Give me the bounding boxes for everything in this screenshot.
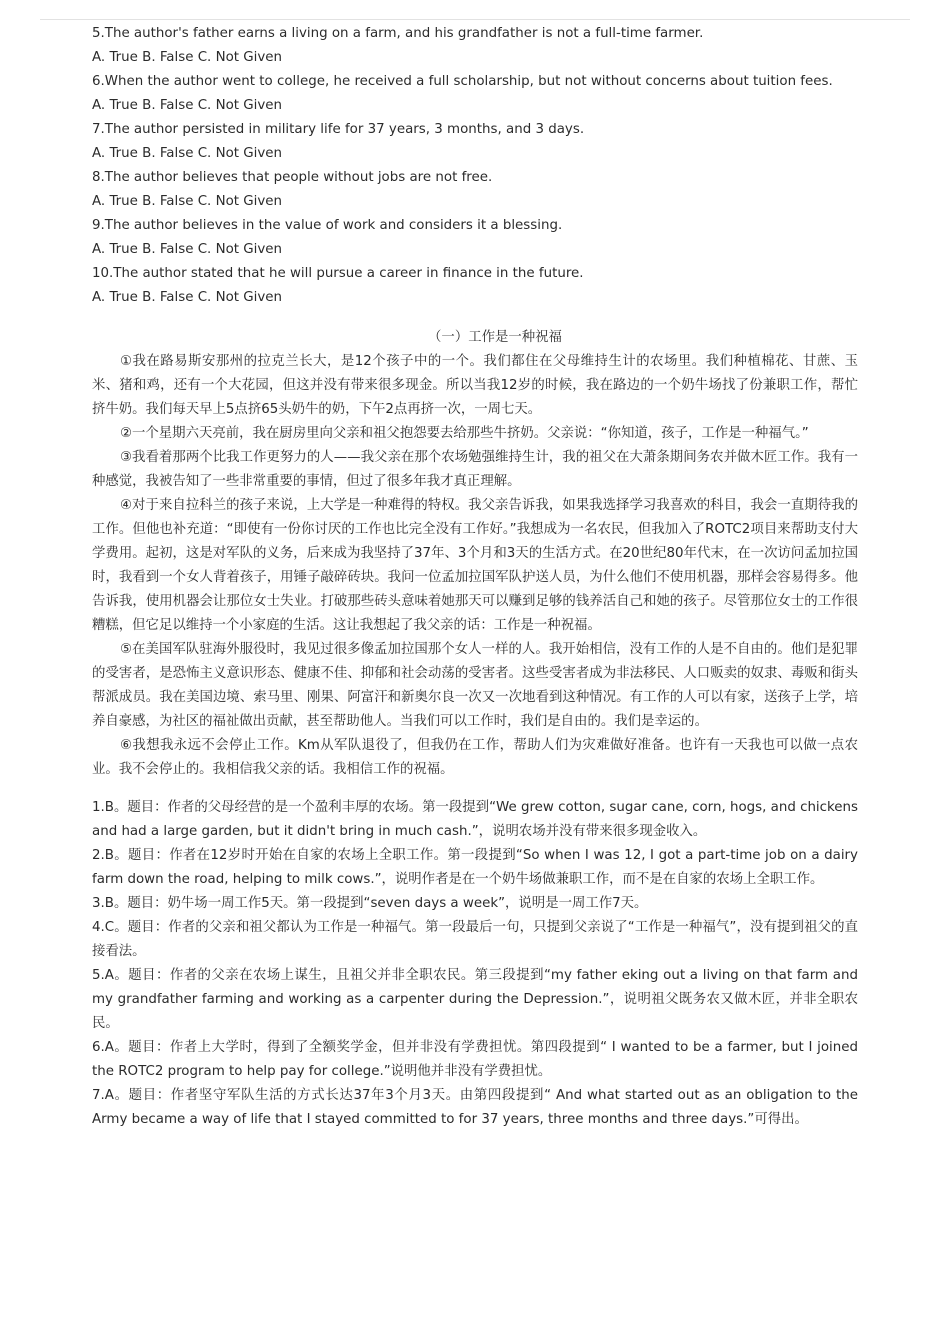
question-10-options: A. True B. False C. Not Given [92,290,283,305]
question-5: 5.The author's father earns a living on a farm, and his grandfather is not a full-time farmer. [92,26,704,41]
answer-6: 6.A。题目：作者上大学时，得到了全额奖学金，但并非没有学费担忧。第四段提到“ I wanted to be a farmer, but I joined the ROTC2 program to help pay for college.”说明他并非没有学费担忧。 [92,1040,858,1079]
document-page [92,22,858,1132]
question-7: 7.The author persisted in military life for 37 years, 3 months, and 3 days. [92,122,585,137]
answer-3: 3.B。题目：奶牛场一周工作5天。第一段提到“seven days a week”，说明是一周工作7天。 [92,896,648,911]
answer-1: 1.B。题目：作者的父母经营的是一个盈利丰厚的农场。第一段提到“We grew cotton, sugar cane, corn, hogs, and chickens and had a large garden, but it didn't bring in much cash.”，说明农场并没有带来很多现金收入。 [92,800,858,839]
question-8: 8.The author believes that people without jobs are not free. [92,170,493,185]
answer-5: 5.A。题目：作者的父亲在农场上谋生，且祖父并非全职农民。第三段提到“my father eking out a living on that farm and my grandfather farming and working as a carpenter during the Depression.”，说明祖父既务农又做木匠，并非全职农民。 [92,968,858,1031]
question-9-options: A. True B. False C. Not Given [92,242,283,257]
article-paragraph-1: ①我在路易斯安那州的拉克兰长大，是12个孩子中的一个。我们都住在父母维持生计的农场里。我们种植棉花、甘蔗、玉米、猪和鸡，还有一个大花园，但这并没有带来很多现金。所以当我12岁的时候，我在路边的一个奶牛场找了份兼职工作，帮忙挤牛奶。我们每天早上5点挤65头奶牛的奶，下午2点再挤一次，一周七天。 [92,354,858,417]
article-paragraph-5: ⑤在美国军队驻海外服役时，我见过很多像孟加拉国那个女人一样的人。我开始相信，没有工作的人是不自由的。他们是犯罪的受害者，是恐怖主义意识形态、健康不佳、抑郁和社会动荡的受害者。这些受害者成为非法移民、人口贩卖的奴隶、毒贩和街头帮派成员。我在美国边境、索马里、刚果、阿富汗和新奥尔良一次又一次地看到这种情况。有工作的人可以有家，送孩子上学，培养自豪感，为社区的福祉做出贡献，甚至帮助他人。当我们可以工作时，我们是自由的。我们是幸运的。 [92,642,858,729]
answer-4: 4.C。题目：作者的父亲和祖父都认为工作是一种福气。第一段最后一句，只提到父亲说了“工作是一种福气”，没有提到祖父的直接看法。 [92,920,858,959]
answer-2: 2.B。题目：作者在12岁时开始在自家的农场上全职工作。第一段提到“So when I was 12, I got a part-time job on a dairy farm down the road, helping to milk cows.”，说明作者是在一个奶牛场做兼职工作，而不是在自家的农场上全职工作。 [92,848,858,887]
question-6: 6.When the author went to college, he received a full scholarship, but not without concerns about tuition fees. [92,74,833,89]
top-divider [40,19,910,20]
answer-7: 7.A。题目：作者坚守军队生活的方式长达37年3个月3天。由第四段提到“ And what started out as an obligation to the Army became a way of life that I stayed committed to for 37 years, three months and three days.”可得出。 [92,1088,858,1127]
article-paragraph-6: ⑥我想我永远不会停止工作。Km从军队退役了，但我仍在工作，帮助人们为灾难做好准备。也许有一天我也可以做一点农业。我不会停止的。我相信我父亲的话。我相信工作的祝福。 [92,738,858,777]
question-10: 10.The author stated that he will pursue a career in finance in the future. [92,266,584,281]
question-9: 9.The author believes in the value of work and considers it a blessing. [92,218,563,233]
article-title: （一）工作是一种祝福 [428,330,562,345]
question-7-options: A. True B. False C. Not Given [92,146,283,161]
answer-key [92,796,858,1132]
question-list [92,22,858,310]
article-body [92,350,858,782]
article-paragraph-3: ③我看着那两个比我工作更努力的人——我父亲在那个农场勉强维持生计，我的祖父在大萧条期间务农并做木匠工作。我有一种感觉，我被告知了一些非常重要的事情，但过了很多年我才真正理解。 [92,450,858,489]
article-paragraph-4: ④对于来自拉科兰的孩子来说，上大学是一种难得的特权。我父亲告诉我，如果我选择学习我喜欢的科目，我会一直期待我的工作。但他也补充道：“即使有一份你讨厌的工作也比完全没有工作好。”我想成为一名农民，但我加入了ROTC2项目来帮助支付大学费用。起初，这是对军队的义务，后来成为我坚持了37年、3个月和3天的生活方式。在20世纪80年代末，在一次访问孟加拉国时，我看到一个女人背着孩子，用锤子敲碎砖块。我问一位孟加拉国军队护送人员，为什么他们不使用机器，那样会容易得多。他告诉我，使用机器会让那位女士失业。打破那些砖头意味着她那天可以赚到足够的钱养活自己和她的孩子。尽管那位女士的工作很糟糕，但它足以维持一个小家庭的生活。这让我想起了我父亲的话：工作是一种祝福。 [92,498,858,633]
question-5-options: A. True B. False C. Not Given [92,50,283,65]
question-8-options: A. True B. False C. Not Given [92,194,283,209]
article-paragraph-2: ②一个星期六天亮前，我在厨房里向父亲和祖父抱怨要去给那些牛挤奶。父亲说：“你知道，孩子，工作是一种福气。” [120,426,809,441]
question-6-options: A. True B. False C. Not Given [92,98,283,113]
